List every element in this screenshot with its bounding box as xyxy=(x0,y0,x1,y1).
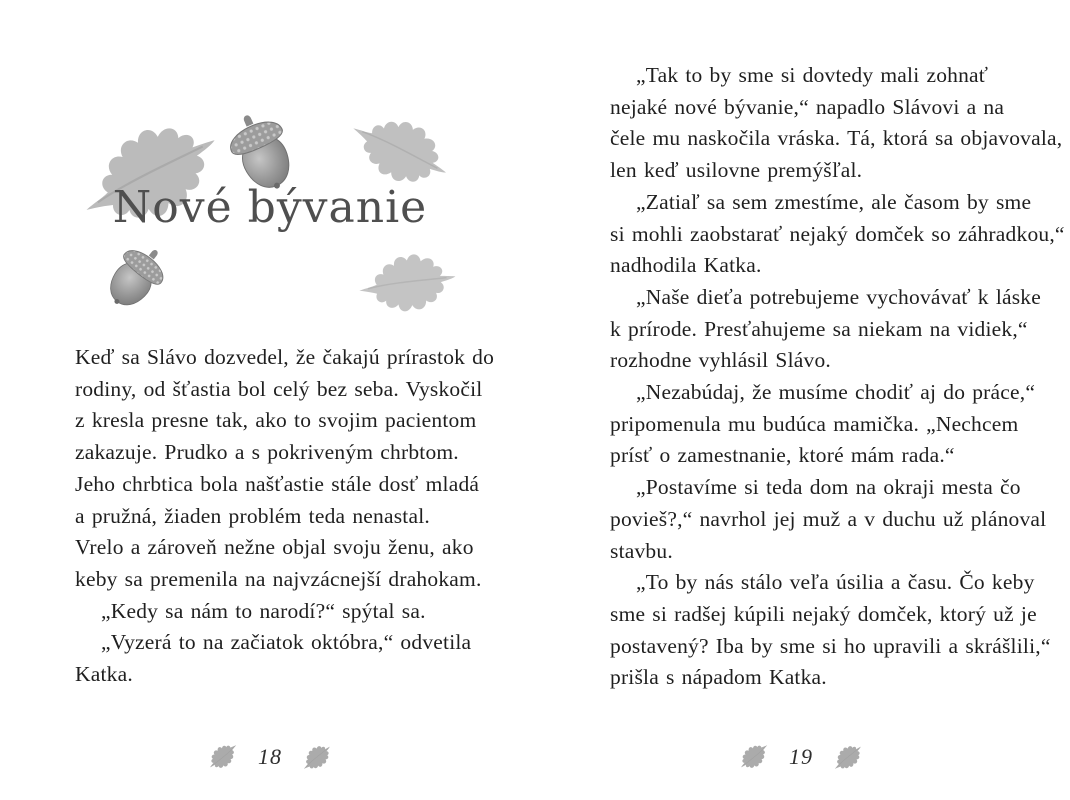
text-line: rozhodne vyhlásil Slávo. xyxy=(610,348,831,373)
text-line: k prírode. Presťahujeme sa niekam na vidiek,“ xyxy=(610,316,1028,341)
text-line: prišla s nápadom Katka. xyxy=(610,665,827,690)
text-line: „Postavíme si teda dom na okraji mesta čo xyxy=(636,475,1021,500)
text-line: Keď sa Slávo dozvedel, že čakajú prírastok do xyxy=(75,345,495,369)
text-line: z kresla presne tak, ako to svojim pacientom xyxy=(75,408,477,433)
text-line: Vrelo a zároveň nežne objal svoju ženu, ako xyxy=(75,535,474,560)
oak-leaf-icon xyxy=(829,742,867,772)
text-line: „Vyzerá to na začiatok októbra,“ odvetila xyxy=(101,630,472,655)
text-line: „To by nás stálo veľa úsilia a času. Čo keby xyxy=(636,570,1035,595)
text-line: a pružná, žiaden problém teda nenastal. xyxy=(75,503,430,528)
text-line: rodiny, od šťastia bol celý bez seba. Vyskočil xyxy=(75,376,483,401)
text-line: povieš?,“ navrhol jej muž a v duchu už plánoval xyxy=(610,506,1047,531)
page-right xyxy=(610,0,1065,800)
page-number: 18 xyxy=(258,744,282,769)
text-line: „Tak to by sme si dovtedy mali zohnať xyxy=(636,63,989,87)
oak-leaf-icon xyxy=(735,742,773,772)
text-line: sme si radšej kúpili nejaký domček, ktorý už je xyxy=(610,601,1037,626)
text-line: pripomenula mu budúca mamička. „Nechcem xyxy=(610,411,1019,436)
oak-leaf-icon xyxy=(54,85,250,260)
text-line: nejaké nové bývanie,“ napadlo Slávovi a na xyxy=(610,94,1005,119)
text-line: nadhodila Katka. xyxy=(610,253,762,278)
text-line: Jeho chrbtica bola našťastie stále dosť mladá xyxy=(75,471,480,496)
right-page-footer xyxy=(610,742,992,772)
page-left xyxy=(75,0,495,800)
text-line: prísť o zamestnanie, ktoré mám rada.“ xyxy=(610,443,955,468)
page-number: 19 xyxy=(789,744,813,769)
left-page-footer xyxy=(75,742,465,772)
text-line: „Naše dieťa potrebujeme vychovávať k láske xyxy=(636,284,1041,309)
chapter-header xyxy=(75,0,465,320)
chapter-title: Nové bývanie xyxy=(112,182,428,233)
text-line: čele mu naskočila vráska. Tá, ktorá sa objavovala, xyxy=(610,126,1063,151)
text-line: postavený? Iba by sme si ho upravili a skrášlili,“ xyxy=(610,633,1051,658)
text-line: si mohli zaobstarať nejaký domček so záhradkou,“ xyxy=(610,221,1065,246)
text-line: Katka. xyxy=(75,662,133,687)
oak-leaf-icon xyxy=(204,742,242,772)
text-line: zakazuje. Prudko a s pokriveným chrbtom. xyxy=(75,440,459,465)
text-line: „Zatiaľ sa sem zmestíme, ale časom by sme xyxy=(636,189,1032,214)
text-line: stavbu. xyxy=(610,538,673,563)
text-line: keby sa premenila na najvzácnejší drahokam. xyxy=(75,566,482,591)
oak-leaf-icon xyxy=(349,239,470,326)
text-line: „Nezabúdaj, že musíme chodiť aj do práce,“ xyxy=(636,380,1036,405)
text-line: „Kedy sa nám to narodí?“ spýtal sa. xyxy=(101,598,426,623)
right-page-text xyxy=(610,60,1065,694)
text-line: len keď usilovne premýšľal. xyxy=(610,158,863,183)
oak-leaf-icon xyxy=(298,742,336,772)
left-page-text xyxy=(75,342,495,691)
